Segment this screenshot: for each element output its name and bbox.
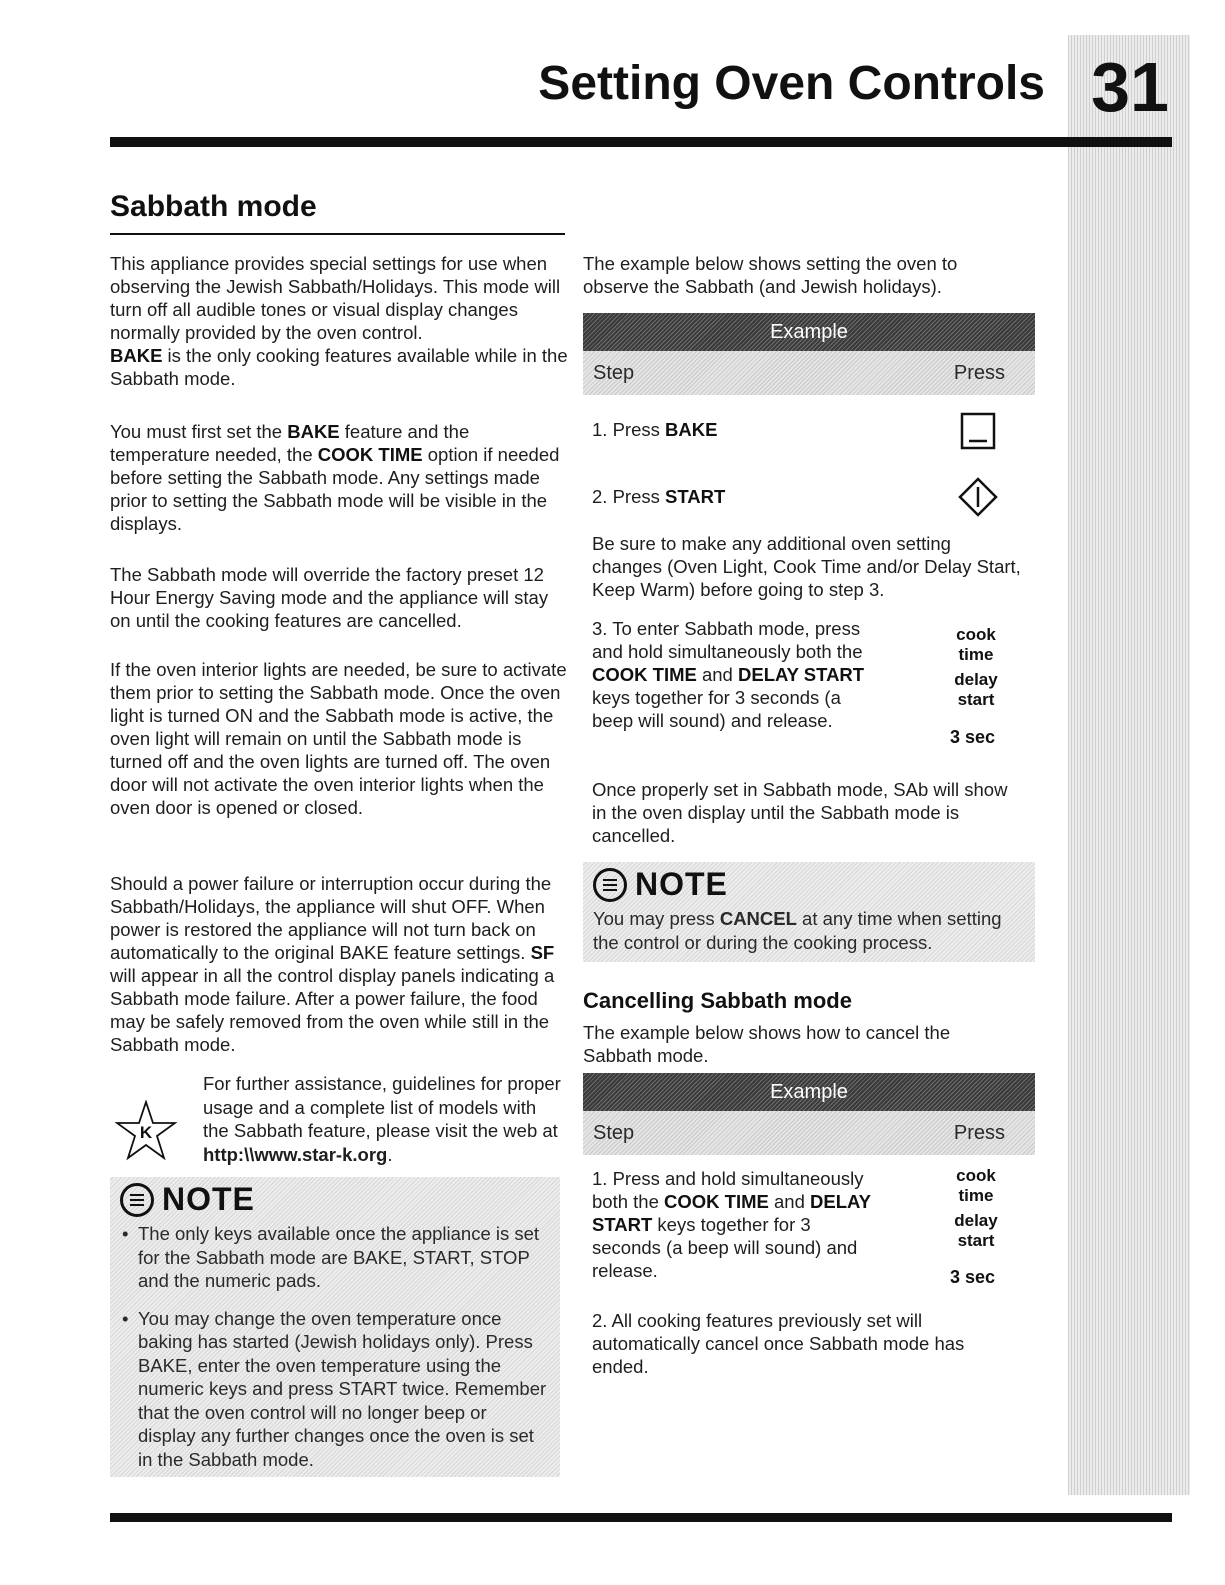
top-rule — [110, 137, 1172, 147]
cook-time-key: cook time — [956, 1166, 996, 1205]
page-title: Setting Oven Controls — [538, 57, 1045, 110]
column-step: Step — [593, 361, 635, 384]
cancelling-title: Cancelling Sabbath mode — [583, 988, 852, 1013]
cancel-step-2: 2. All cooking features previously set will automatically cancel once Sabbath mode has ended. — [592, 1310, 965, 1377]
sab-display-paragraph: Once properly set in Sabbath mode, SAb will show in the oven display until the Sabbath mode is cancelled. — [592, 779, 1008, 846]
note-box-left — [110, 1177, 560, 1477]
note-icon — [593, 868, 627, 902]
note-label: NOTE — [635, 866, 728, 902]
be-sure-paragraph: Be sure to make any additional oven setting changes (Oven Light, Cook Time and/or Delay Start, Keep Warm) before going to step 3. — [592, 533, 1021, 600]
example-table-header — [583, 1073, 1035, 1155]
section-title: Sabbath mode — [110, 190, 317, 223]
note-list — [110, 1222, 560, 1471]
column-step: Step — [593, 1121, 635, 1144]
side-tab — [1068, 35, 1190, 1495]
column-press: Press — [953, 1121, 1005, 1144]
column-press: Press — [953, 361, 1005, 384]
note-icon — [120, 1183, 154, 1217]
example-columns — [583, 351, 1035, 395]
bake-key-icon — [960, 412, 996, 450]
example-table-header — [583, 313, 1035, 395]
section-rule — [110, 233, 565, 235]
note-header — [583, 862, 1035, 907]
star-k-icon — [115, 1100, 177, 1162]
bake-setup-paragraph: You must first set the BAKE feature and the temperature needed, the COOK TIME option if needed before setting the Sabbath mode. Any settings made prior to setting the Sabbath mode will be visible in the displays. — [110, 421, 560, 534]
power-failure-paragraph: Should a power failure or interruption occur during the Sabbath/Holidays, the appliance will shut OFF. When power is restored the appliance will not turn back on automatically to the original BAKE feature settings. SF will appear in all the control display panels indicating a Sabbath mode failure. After a power failure, the food may be safely removed from the oven while still in the Sabbath mode. — [110, 873, 555, 1055]
note-box-right — [583, 862, 1035, 962]
lights-paragraph: If the oven interior lights are needed, be sure to activate them prior to setting the Sabbath mode. Once the oven light is turned ON and the Sabbath mode is active, the oven light will remain on until the Sabbath mode is turned off and the oven lights are turned off. The oven door will not activate the oven interior lights when the oven door is opened or closed. — [110, 659, 567, 818]
bottom-rule — [110, 1513, 1172, 1522]
step-2: 2. Press START — [592, 486, 726, 507]
intro-paragraph: This appliance provides special settings for use when observing the Jewish Sabbath/Holidays. This mode will turn off all audible tones or visual display changes normally provided by the oven control. BAKE is the only cooking features available while in the Sabbath mode. — [110, 253, 568, 389]
note-item: • You may change the oven temperature once baking has started (Jewish holidays only). Press BAKE, enter the oven temperature using the numeric keys and press START twice. Remember that the oven control will no longer beep or display any further changes once the oven is set in the Sabbath mode. — [138, 1307, 548, 1472]
delay-start-key: delay start — [954, 1211, 998, 1250]
note-text: You may press CANCEL at any time when setting the control or during the cooking process. — [593, 908, 1002, 953]
override-paragraph: The Sabbath mode will override the factory preset 12 Hour Energy Saving mode and the appliance will stay on until the cooking features are cancelled. — [110, 564, 549, 631]
cancel-intro: The example below shows how to cancel the Sabbath mode. — [583, 1022, 951, 1066]
example-columns — [583, 1111, 1035, 1155]
step-3: 3. To enter Sabbath mode, press and hold simultaneously both the COOK TIME and DELAY START keys together for 3 seconds (a beep will sound) and release. — [592, 618, 865, 731]
star-k-letter: K — [139, 1123, 153, 1142]
note-header — [110, 1177, 560, 1222]
example-title: Example — [583, 1073, 1035, 1111]
delay-start-key: delay start — [954, 670, 998, 709]
hold-duration: 3 sec — [950, 727, 996, 747]
cook-time-key: cook time — [956, 625, 996, 664]
star-k-paragraph: For further assistance, guidelines for proper usage and a complete list of models with the Sabbath feature, please visit the web at http:\\www.star-k.org. — [203, 1073, 561, 1165]
note-item: • The only keys available once the appliance is set for the Sabbath mode are BAKE, START, STOP and the numeric pads. — [138, 1222, 548, 1293]
note-label: NOTE — [162, 1181, 255, 1217]
start-key-icon — [958, 477, 998, 517]
page-number: 31 — [1091, 48, 1169, 126]
example-intro: The example below shows setting the oven to observe the Sabbath (and Jewish holidays). — [583, 253, 958, 297]
cancel-step-1: 1. Press and hold simultaneously both the COOK TIME and DELAY START keys together for 3 seconds (a beep will sound) and release. — [592, 1168, 871, 1281]
example-title: Example — [583, 313, 1035, 351]
hold-duration: 3 sec — [950, 1267, 996, 1287]
star-k-link[interactable]: http:\\www.star-k.org — [203, 1143, 388, 1165]
step-1: 1. Press BAKE — [592, 419, 718, 440]
